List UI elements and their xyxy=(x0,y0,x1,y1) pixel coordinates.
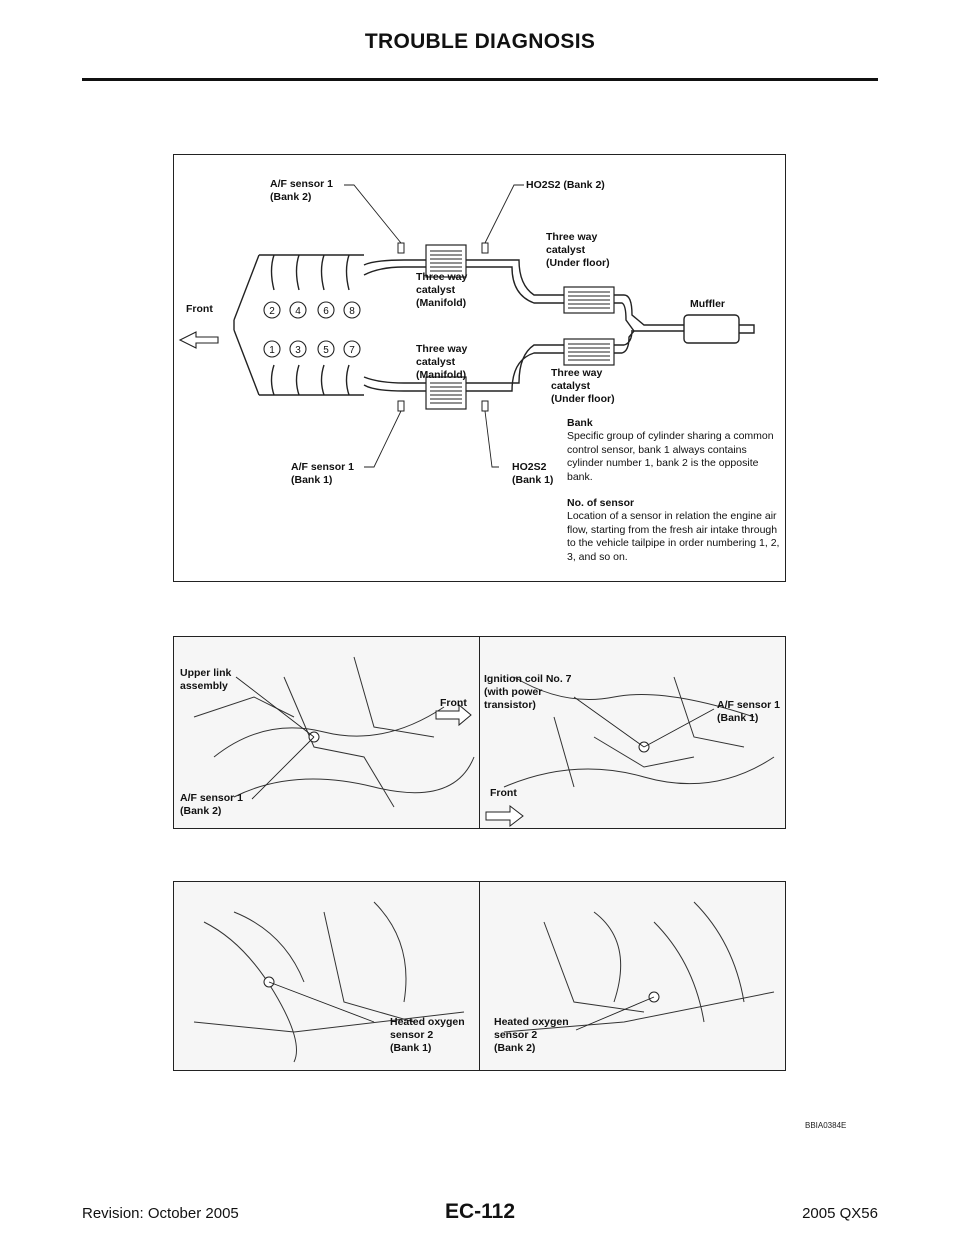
cylinder-7-label: 7 xyxy=(349,345,355,356)
label-catalyst-manifold-bottom: Three way catalyst (Manifold) xyxy=(416,343,468,381)
manifold-runners-bank2 xyxy=(272,255,350,290)
af-sensor-bank1-marker xyxy=(398,401,404,411)
muffler xyxy=(684,315,739,343)
cylinder-2-label: 2 xyxy=(269,306,275,317)
label-ho2-sensor-bank2: Heated oxygen sensor 2 (Bank 2) xyxy=(494,1016,569,1054)
cylinder-8-label: 8 xyxy=(349,306,355,317)
label-ho2-sensor-bank1: Heated oxygen sensor 2 (Bank 1) xyxy=(390,1016,465,1054)
label-ho2s2-bank2: HO2S2 (Bank 2) xyxy=(526,179,605,191)
heated-oxygen-sensor-photos xyxy=(173,881,786,1071)
label-catalyst-manifold-top: Three way catalyst (Manifold) xyxy=(416,271,468,309)
cylinder-3-label: 3 xyxy=(295,345,301,356)
label-upper-link-assembly: Upper link assembly xyxy=(180,667,232,692)
bank-definition xyxy=(567,417,782,484)
rear-pipe-to-muffler xyxy=(614,295,684,331)
header-rule xyxy=(82,78,878,81)
ho2s2-bank1-marker xyxy=(482,401,488,411)
label-front-right: Front xyxy=(490,787,517,799)
label-front: Front xyxy=(186,303,213,315)
label-ho2s2-bank1: HO2S2 (Bank 1) xyxy=(512,461,554,486)
label-catalyst-under-floor-bottom: Three way catalyst (Under floor) xyxy=(551,367,615,405)
engine-bay-sketch xyxy=(174,637,785,828)
label-muffler: Muffler xyxy=(690,298,725,310)
label-af-sensor-bank2-photo: A/F sensor 1 (Bank 2) xyxy=(180,792,244,817)
underbody-sketch xyxy=(174,882,785,1070)
engine-block-outline xyxy=(234,255,364,395)
sensor-number-definition xyxy=(567,497,782,564)
cylinder-4-label: 4 xyxy=(295,306,301,317)
front-arrow-icon xyxy=(486,806,523,826)
label-catalyst-under-floor-top: Three way catalyst (Under floor) xyxy=(546,231,610,269)
af-sensor-bank2-marker xyxy=(398,243,404,253)
af-sensor-location-photos xyxy=(173,636,786,829)
front-arrow-icon xyxy=(180,332,218,348)
ho2s2-bank2-marker xyxy=(482,243,488,253)
bank-text: Specific group of cylinder sharing a common control sensor, bank 1 always contains cylinder number 1, bank 2 is the opposite bank. xyxy=(567,430,774,483)
cylinder-6-label: 6 xyxy=(323,306,329,317)
sensor-text: Location of a sensor in relation the engine air flow, starting from the fresh air intake through to the vehicle tailpipe in order numbering 1, 2, 3, and so on. xyxy=(567,510,780,563)
label-af-sensor-bank1-photo: A/F sensor 1 (Bank 1) xyxy=(717,699,781,724)
label-ignition-coil: Ignition coil No. 7 (with power transistor) xyxy=(484,673,572,711)
footer-revision: Revision: October 2005 xyxy=(82,1205,239,1222)
footer-model: 2005 QX56 xyxy=(802,1205,878,1222)
sensor-title: No. of sensor xyxy=(567,497,635,509)
cylinder-1-label: 1 xyxy=(269,345,275,356)
figure-code: BBIA0384E xyxy=(805,1121,847,1130)
page-title: TROUBLE DIAGNOSIS xyxy=(364,30,596,53)
label-af-sensor-bank2: A/F sensor 1 (Bank 2) xyxy=(270,178,334,203)
exhaust-system-diagram xyxy=(173,154,786,582)
footer-page-number: EC-112 xyxy=(444,1200,516,1223)
cylinder-5-label: 5 xyxy=(323,345,329,356)
label-front-left: Front xyxy=(440,697,467,709)
label-af-sensor-bank1: A/F sensor 1 (Bank 1) xyxy=(291,461,355,486)
bank-title: Bank xyxy=(567,417,593,429)
manifold-runners-bank1 xyxy=(272,365,350,395)
